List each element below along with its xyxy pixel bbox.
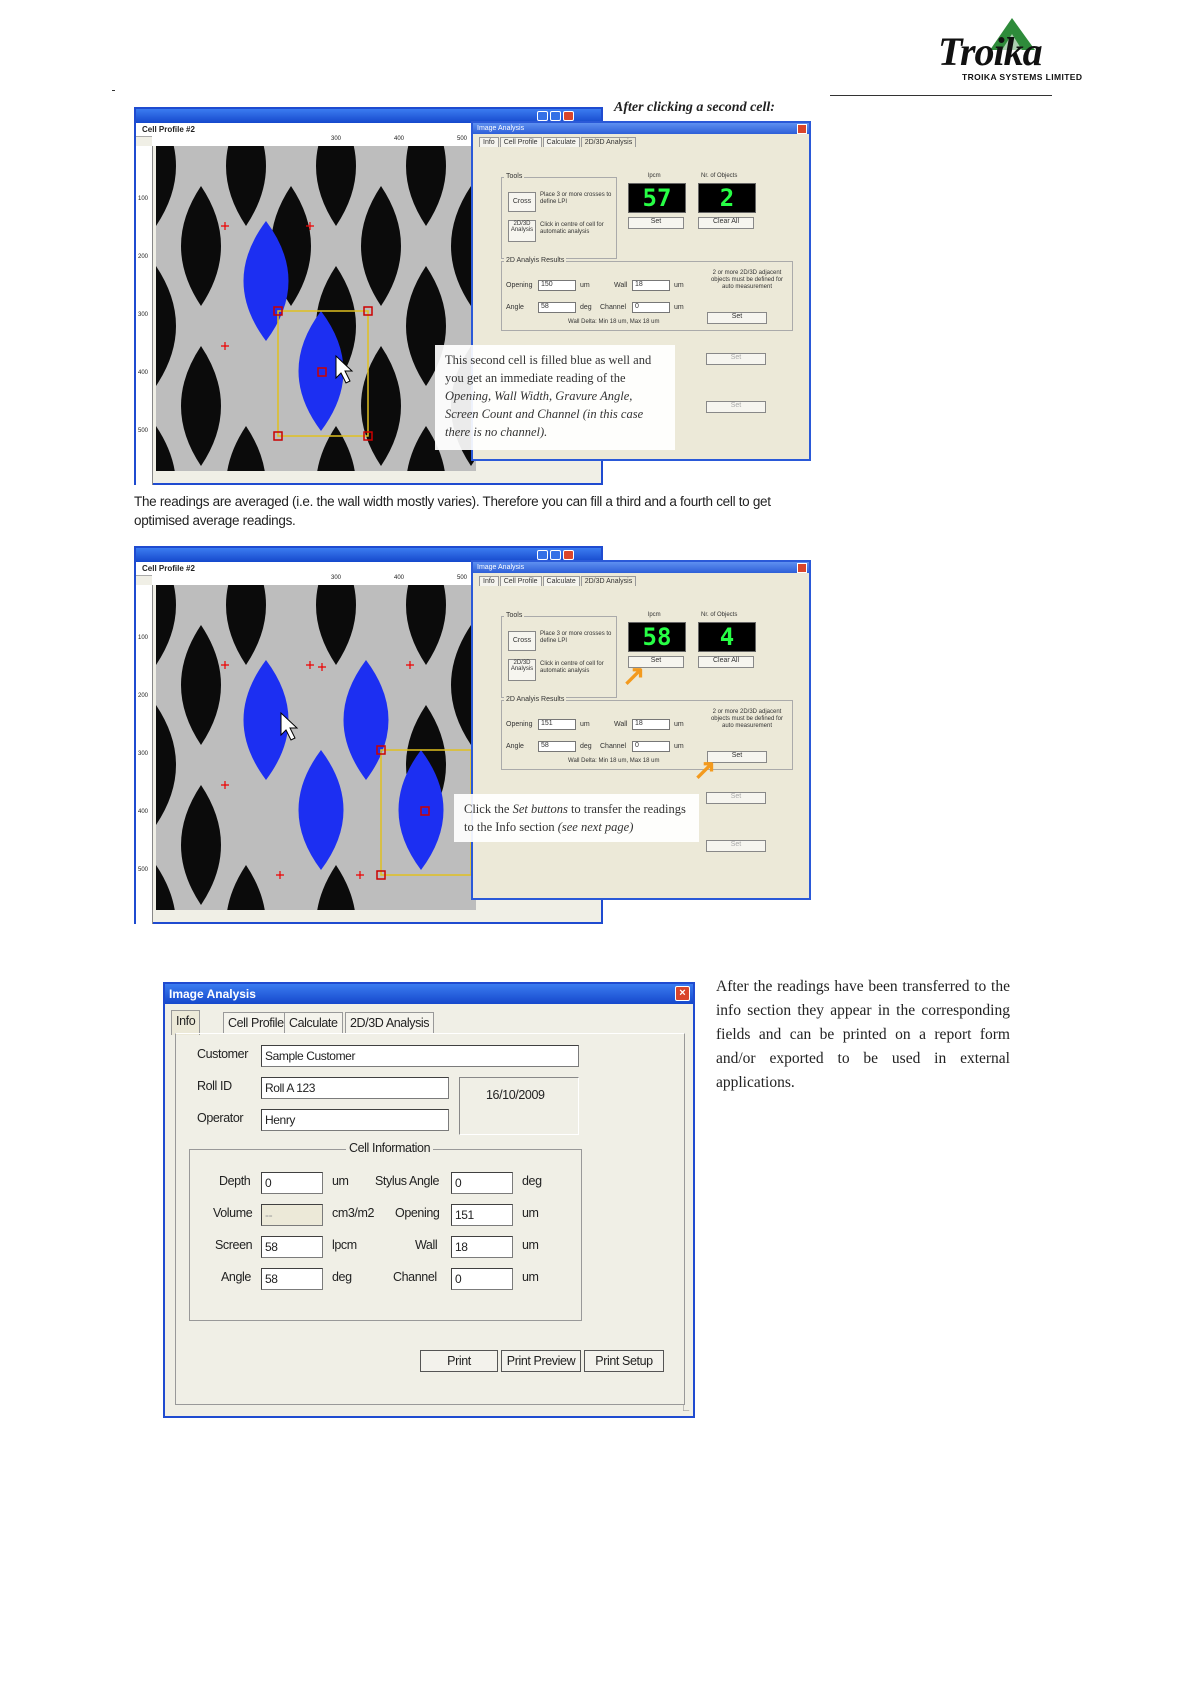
caption-after-transfer: After the readings have been transferred to the info section they appear in the corresponding fields and can be printed on a report form and/or exported to be used in external applications. [716,978,1010,1091]
stylus-angle-label: Stylus Angle [375,1174,439,1188]
roll-id-label: Roll ID [197,1079,232,1093]
lpcm-display: 58 [628,622,686,652]
callout-1-text: This second cell is filled blue as well and you get an immediate reading of the [445,353,652,385]
y-ruler [136,146,153,485]
wall-label: Wall [415,1238,438,1252]
header-rule [830,95,1052,96]
wall-label: Wall [614,282,628,289]
customer-label: Customer [197,1047,248,1061]
image-analysis-dialog-2 [471,560,811,900]
caption-averaged: The readings are averaged (i.e. the wall width mostly varies). Therefore you can fill a third and a fourth cell to get optimised average readings. [134,494,771,528]
channel-unit: um [674,743,684,750]
wall-unit: um [674,282,684,289]
objects-display: 4 [698,622,756,652]
x-ruler-2 [152,575,472,585]
lpcm-display: 57 [628,183,686,213]
cell-information-label: Cell Information [346,1141,433,1155]
tools-label: Tools [506,173,523,180]
set-results-button[interactable]: Set [707,312,767,324]
tab-cell-profile[interactable]: Cell Profile [223,1012,289,1033]
tab-info[interactable]: Info [479,137,499,147]
operator-label: Operator [197,1111,244,1125]
y-tick: 500 [138,428,149,434]
y-tick: 200 [138,254,149,260]
cross-description: Place 3 or more crosses to define LPI [540,192,612,205]
opening-label: Opening [506,282,533,289]
tab-calculate[interactable]: Calculate [543,137,580,147]
dialog-1-title-text: Image Analysis [477,125,525,132]
set-button-disabled[interactable]: Set [706,401,766,413]
resize-grip-icon[interactable]: ∟ [681,1403,691,1414]
header-dash [112,90,115,91]
opening-label: Opening [506,721,533,728]
wall-label: Wall [614,721,628,728]
analysis-description: Click in centre of cell for automatic analysis [540,661,604,674]
screenshot-2 [134,546,811,924]
gravure-cells-image [156,146,476,471]
tools-label: Tools [506,612,523,619]
x-ruler [152,136,472,146]
customer-field[interactable]: Sample Customer [261,1045,579,1067]
print-setup-button[interactable]: Print Setup [584,1350,664,1372]
dialog-title: Image Analysis [169,987,256,1001]
callout-1 [435,345,675,450]
image-analysis-dialog [163,982,695,1418]
x-tick: 500 [457,136,468,142]
minimize-icon[interactable] [537,111,548,121]
tab-info[interactable]: Info [479,576,499,586]
dialog-1-title [473,123,809,134]
wall-field[interactable]: 18 [451,1236,513,1258]
opening-label: Opening [395,1206,440,1220]
screen-unit: lpcm [332,1238,357,1252]
x-tick: 300 [331,136,342,142]
callout-2-italic-1: Set buttons [512,802,568,816]
wall-delta: Wall Delta: Min 18 um, Max 18 um [568,319,660,325]
y-tick: 200 [138,693,149,699]
close-icon[interactable] [797,124,807,134]
tab-calculate[interactable]: Calculate [284,1012,343,1033]
opening-unit: um [580,282,590,289]
depth-unit: um [332,1174,349,1188]
channel-label: Channel [393,1270,437,1284]
results-group-2 [501,696,793,770]
x-tick: 300 [331,575,342,581]
minimize-icon[interactable] [537,550,548,560]
opening-unit: um [522,1206,539,1220]
channel-field[interactable]: 0 [451,1268,513,1290]
cell-image-2[interactable] [156,585,476,910]
cell-image[interactable] [156,146,476,471]
dialog-2-tabs [479,578,637,585]
volume-label: Volume [213,1206,253,1220]
set-results-button[interactable]: Set [707,751,767,763]
volume-unit: cm3/m2 [332,1206,375,1220]
maximize-icon[interactable] [550,111,561,121]
tools-group-2 [501,612,617,698]
auto-measure-note: 2 or more 2D/3D adjacent objects must be defined for auto measurement [710,709,784,729]
roll-id-field[interactable]: Roll A 123 [261,1077,449,1099]
stylus-angle-unit: deg [522,1174,542,1188]
results-label: 2D Analyis Results [506,257,565,264]
gravure-cells-image-2 [156,585,476,910]
wall-delta: Wall Delta: Min 18 um, Max 18 um [568,758,660,764]
logo-wordmark: Troika [938,29,1042,74]
channel-unit: um [674,304,684,311]
dialog-titlebar [165,984,693,1004]
screen-field[interactable]: 58 [261,1236,323,1258]
angle-label: Angle [221,1270,251,1284]
close-icon[interactable] [563,111,574,121]
wall-input[interactable]: 18 [632,719,670,730]
callout-2-text-1: Click the [464,802,510,816]
channel-unit: um [522,1270,539,1284]
x-tick: 500 [457,575,468,581]
dialog-1-tabs [479,139,637,146]
channel-label: Channel [600,304,627,311]
screenshot-1 [134,107,811,485]
set-button-disabled[interactable]: Set [706,792,766,804]
y-tick: 400 [138,809,149,815]
angle-unit: deg [580,743,592,750]
wall-input[interactable]: 18 [632,280,670,291]
cross-button[interactable]: Cross [508,192,536,212]
wall-unit: um [522,1238,539,1252]
screen-label: Screen [215,1238,253,1252]
objects-label: Nr. of Objects [701,612,738,618]
callout-2 [454,794,699,842]
set-lpcm-button[interactable]: Set [628,656,684,668]
clear-all-button[interactable]: Clear All [698,656,754,668]
cross-description: Place 3 or more crosses to define LPI [540,631,612,644]
clear-all-button[interactable]: Clear All [698,217,754,229]
results-group [501,257,793,331]
angle-unit: deg [332,1270,352,1284]
analysis-description: Click in centre of cell for automatic analysis [540,222,604,235]
stylus-angle-field[interactable]: 0 [451,1172,513,1194]
y-tick: 400 [138,370,149,376]
auto-measure-note: 2 or more 2D/3D adjacent objects must be defined for auto measurement [710,270,784,290]
arrow-to-set-lpcm-icon: ↗ [622,660,646,691]
angle-unit: deg [580,304,592,311]
tab-cell-profile[interactable]: Cell Profile [500,576,542,586]
callout-2-text-2: to transfer the readings to the Info section [464,802,686,834]
angle-label: Angle [506,304,524,311]
tab-calculate[interactable]: Calculate [543,576,580,586]
objects-display: 2 [698,183,756,213]
angle-field[interactable]: 58 [261,1268,323,1290]
opening-unit: um [580,721,590,728]
x-tick: 400 [394,136,405,142]
dialog-2-title-text: Image Analysis [477,564,525,571]
y-ruler-2 [136,585,153,924]
opening-input[interactable]: 151 [538,719,576,730]
objects-label: Nr. of Objects [701,173,738,179]
logo-subtitle: TROIKA SYSTEMS LIMITED [962,72,1083,82]
date-box [459,1077,579,1135]
x-tick: 400 [394,575,405,581]
y-tick: 500 [138,867,149,873]
volume-field[interactable]: -- [261,1204,323,1226]
analysis-button[interactable]: 2D/3D Analysis [508,220,536,242]
maximize-icon[interactable] [550,550,561,560]
callout-2-italic-2: (see next page) [557,820,634,834]
tab-2d3d-analysis[interactable]: 2D/3D Analysis [581,137,636,147]
y-tick: 100 [138,635,149,641]
wall-unit: um [674,721,684,728]
opening-input[interactable]: 150 [538,280,576,291]
dialog-2-title [473,562,809,573]
lpcm-label: lpcm [648,612,661,618]
operator-field[interactable]: Henry [261,1109,449,1131]
tools-group [501,173,617,259]
print-preview-button[interactable]: Print Preview [501,1350,581,1372]
opening-field[interactable]: 151 [451,1204,513,1226]
channel-input[interactable]: 0 [632,741,670,752]
date-text: 16/10/2009 [486,1088,545,1102]
tab-cell-profile[interactable]: Cell Profile [500,137,542,147]
troika-logo [930,12,1090,82]
channel-label: Channel [600,743,627,750]
print-button[interactable]: Print [420,1350,498,1372]
close-icon[interactable]: × [675,986,690,1001]
set-lpcm-button[interactable]: Set [628,217,684,229]
depth-field[interactable]: 0 [261,1172,323,1194]
cell-profile-title-2: Cell Profile #2 [136,562,601,576]
angle-input[interactable]: 58 [538,302,576,313]
results-label: 2D Analyis Results [506,696,565,703]
angle-input[interactable]: 58 [538,741,576,752]
angle-label: Angle [506,743,524,750]
cross-button[interactable]: Cross [508,631,536,651]
cell-profile-title: Cell Profile #2 [136,123,601,137]
analysis-button[interactable]: 2D/3D Analysis [508,659,536,681]
set-button-disabled[interactable]: Set [706,353,766,365]
depth-label: Depth [219,1174,251,1188]
close-icon[interactable] [797,563,807,573]
channel-input[interactable]: 0 [632,302,670,313]
caption-after-second-cell: After clicking a second cell: [614,100,775,115]
y-tick: 100 [138,196,149,202]
arrow-to-set-results-icon: ↗ [693,754,717,785]
tab-info[interactable]: Info [171,1010,200,1035]
close-icon[interactable] [563,550,574,560]
tab-2d3d-analysis[interactable]: 2D/3D Analysis [581,576,636,586]
lpcm-label: lpcm [648,173,661,179]
tab-2d3d-analysis[interactable]: 2D/3D Analysis [345,1012,434,1033]
set-button-disabled[interactable]: Set [706,840,766,852]
callout-1-italic: Opening, Wall Width, Gravure Angle, Screen Count and Channel (in this case there is no channel). [445,389,644,439]
y-tick: 300 [138,312,149,318]
y-tick: 300 [138,751,149,757]
